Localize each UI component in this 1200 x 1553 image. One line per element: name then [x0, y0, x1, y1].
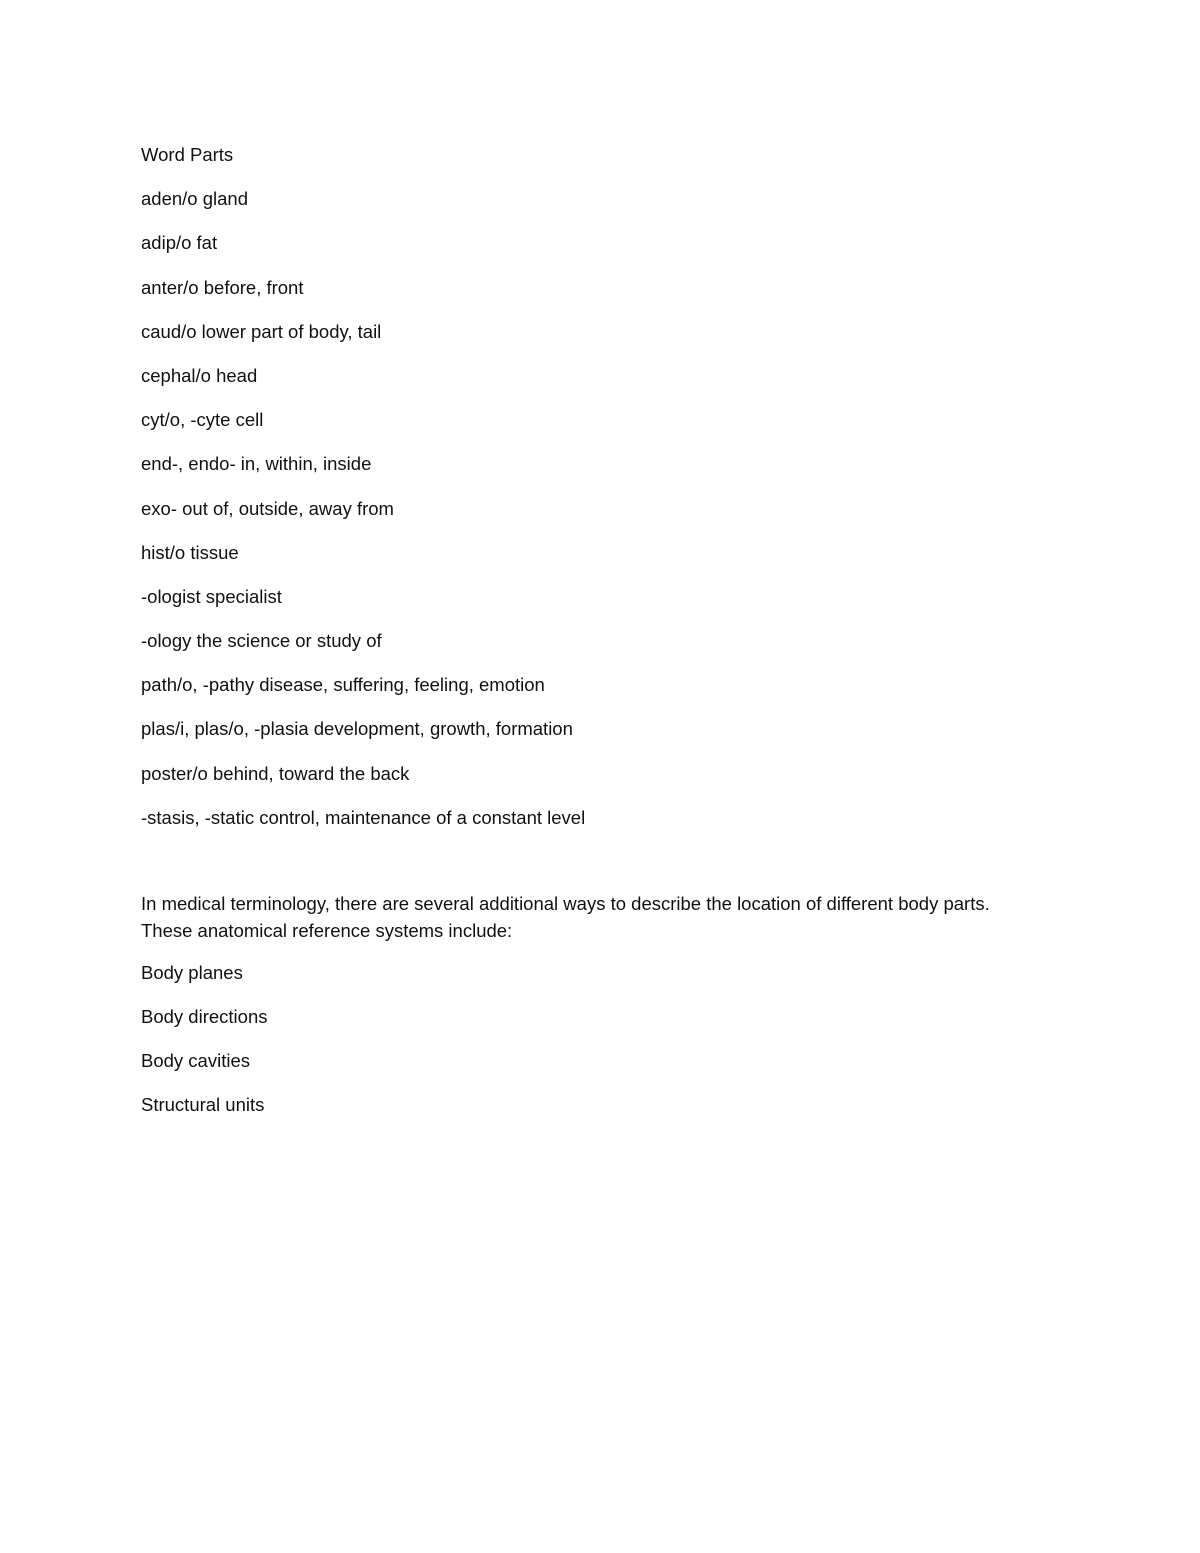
reference-system-item: Body directions: [141, 1005, 268, 1027]
word-part-item: hist/o tissue: [141, 541, 239, 563]
word-part-item: exo- out of, outside, away from: [141, 497, 394, 519]
reference-system-item: Body planes: [141, 961, 243, 983]
intro-paragraph-line-1: In medical terminology, there are several additional ways to describe the location of different body parts.: [141, 892, 990, 914]
word-part-item: cephal/o head: [141, 364, 258, 386]
word-part-item: poster/o behind, toward the back: [141, 762, 410, 784]
reference-system-item: Body cavities: [141, 1049, 250, 1071]
word-part-item: -ology the science or study of: [141, 630, 382, 652]
intro-paragraph-line-2: These anatomical reference systems include:: [141, 919, 513, 941]
word-part-item: path/o, -pathy disease, suffering, feeling, emotion: [141, 674, 545, 696]
reference-system-item: Structural units: [141, 1093, 265, 1115]
word-part-item: cyt/o, -cyte cell: [141, 409, 264, 431]
word-part-item: plas/i, plas/o, -plasia development, growth, formation: [141, 718, 573, 740]
word-part-item: anter/o before, front: [141, 276, 304, 298]
word-part-item: adip/o fat: [141, 232, 218, 254]
word-part-item: -stasis, -static control, maintenance of a constant level: [141, 806, 586, 828]
document-body: [141, 144, 1071, 1138]
paragraph-spacing: [141, 944, 1071, 962]
word-part-item: -ologist specialist: [141, 585, 282, 607]
word-part-item: caud/o lower part of body, tail: [141, 320, 382, 342]
section-heading: Word Parts: [141, 144, 234, 165]
intro-paragraph: [141, 890, 1071, 944]
word-part-item: aden/o gland: [141, 188, 248, 210]
word-part-item: end-, endo- in, within, inside: [141, 453, 372, 475]
blank-line: [141, 829, 1071, 890]
